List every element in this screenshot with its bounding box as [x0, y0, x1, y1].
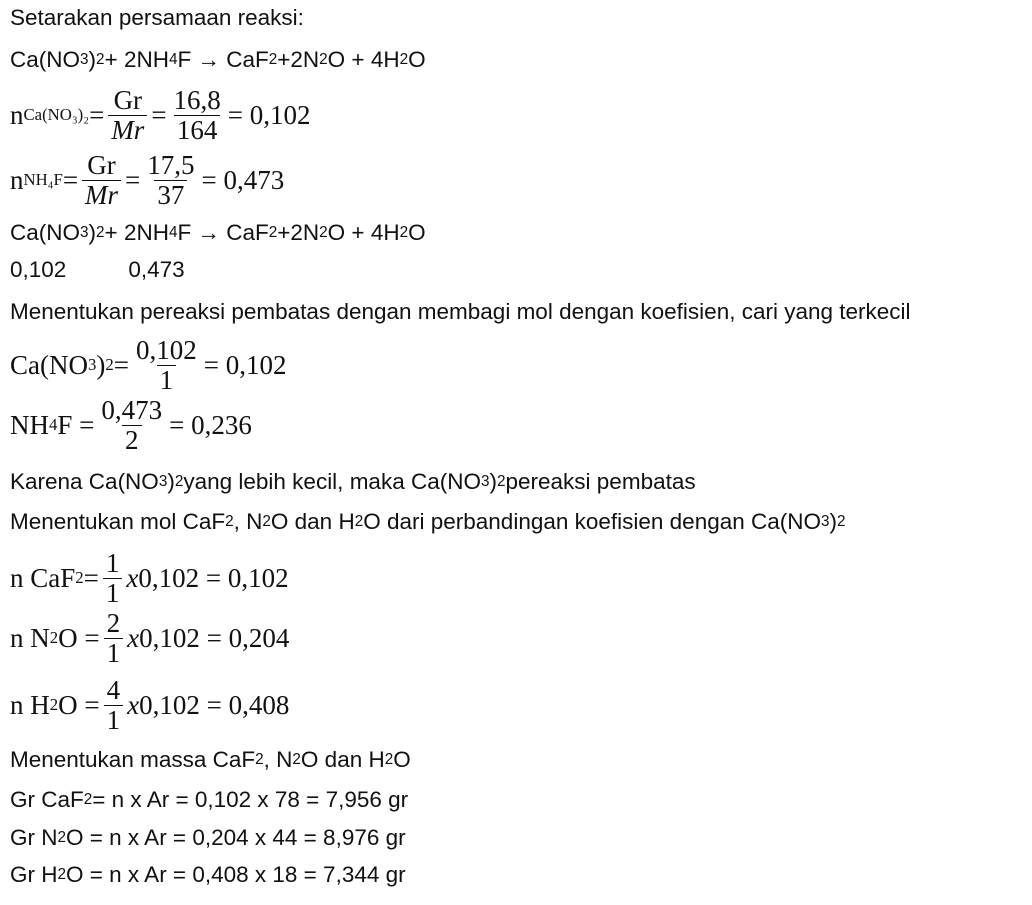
text: Menentukan pereaksi pembatas dengan membagi mol dengan koefisien, cari yang terkecil: [10, 299, 911, 324]
text: F → CaF: [177, 220, 269, 245]
text: + 2NH: [104, 220, 169, 245]
text: O dan H: [300, 747, 385, 772]
denominator: 164: [174, 115, 221, 144]
text: =: [125, 164, 141, 195]
denominator: 1: [104, 705, 124, 734]
text: F =: [57, 409, 95, 440]
text: n H: [10, 689, 50, 720]
text: O + 4H: [327, 220, 400, 245]
fraction: [98, 396, 165, 454]
denominator: Mr: [108, 115, 147, 144]
text: = 0,236: [169, 409, 252, 440]
text: 0,102 = 0,408: [139, 689, 290, 720]
denominator: Mr: [82, 180, 121, 209]
text: n: [10, 164, 24, 195]
mass-calcium-fluoride: Gr CaF 2 = n x Ar = 0,102 x 78 = 7,956 gr: [10, 787, 409, 812]
product-mol-instruction: Menentukan mol CaF 2 , N 2 O dan H 2 O dari perbandingan koefisien dengan Ca(NO 3 ) 2: [10, 509, 846, 534]
text: =: [62, 164, 79, 195]
mol-nitrous-oxide: n N 2 O = $\frac{2}{1}$ x 0,102 = 0,204: [10, 608, 290, 668]
mol-water: n H 2 O = $\frac{4}{1}$ x 0,102 = 0,408: [10, 675, 290, 735]
text: ): [167, 469, 175, 494]
text: Ca(NO: [10, 220, 81, 245]
text: =: [151, 99, 167, 130]
text: =: [89, 99, 105, 130]
numerator: 0,102: [135, 335, 197, 366]
text: yang lebih kecil, maka Ca(NO: [183, 469, 481, 494]
text: Setarakan persamaan reaksi:: [10, 5, 304, 30]
text: O: [408, 220, 426, 245]
denominator: 1: [157, 365, 177, 394]
text: Gr CaF: [10, 787, 84, 812]
limiting-reagent-instruction: [10, 282, 911, 342]
italic-var: x: [127, 689, 140, 720]
text: O = n x Ar = 0,204 x 44 = 8,976 gr: [66, 825, 406, 850]
text: ): [88, 220, 97, 245]
text: , N: [263, 747, 293, 772]
text: pereaksi pembatas: [505, 469, 696, 494]
fraction: [171, 86, 224, 144]
text: O =: [58, 622, 100, 653]
text: Karena Ca(NO: [10, 469, 159, 494]
text: n N: [10, 622, 50, 653]
mol-ammonium-fluoride: n NH₄F = $\frac{Gr}{Mr}$ = $\frac{17,5}{37}$ = 0,473: [10, 150, 285, 210]
numerator: 17,5: [147, 150, 195, 181]
numerator: Gr: [113, 85, 143, 116]
text: O + 4H: [327, 47, 400, 72]
numerator: 0,473: [101, 395, 163, 426]
denominator: 1: [104, 638, 124, 667]
text: +2N: [277, 220, 320, 245]
numerator: 4: [106, 675, 121, 706]
text: = 0,473: [201, 164, 285, 195]
text: 0,102: [10, 257, 67, 282]
text: = n x Ar = 0,102 x 78 = 7,956 gr: [92, 787, 409, 812]
mass-instruction: Menentukan massa CaF 2 , N 2 O dan H 2 O: [10, 747, 411, 772]
numerator: 2: [106, 608, 121, 639]
fraction: [82, 151, 121, 209]
text: Ca(NO: [10, 47, 81, 72]
fraction: [144, 151, 197, 209]
text: ): [489, 469, 497, 494]
reaction-equation-repeat: Ca(NO 3 ) 2 + 2NH 4 F → CaF 2 +2N 2 O + 4H 2 O: [10, 220, 426, 245]
numerator: Gr: [87, 150, 116, 181]
text: ): [829, 509, 838, 534]
text: O dan H: [270, 509, 355, 534]
text: ): [96, 349, 106, 380]
denominator: 37: [154, 180, 187, 209]
fraction: [104, 609, 124, 667]
text: Gr N: [10, 825, 58, 850]
text: n CaF: [10, 562, 76, 593]
text: +2N: [277, 47, 320, 72]
mol-calcium-fluoride: n CaF 2 = $\frac{1}{1}$ x 0,102 = 0,102: [10, 548, 289, 608]
text: = 0,102: [227, 99, 311, 130]
text: Menentukan massa CaF: [10, 747, 256, 772]
fraction: [103, 549, 123, 607]
text: NH: [10, 409, 49, 440]
text: 0,102 = 0,204: [139, 622, 290, 653]
text: O = n x Ar = 0,408 x 18 = 7,344 gr: [66, 862, 406, 887]
text: =: [113, 349, 129, 380]
text: O dari perbandingan koefisien dengan Ca(NO: [363, 509, 822, 534]
text: n: [10, 99, 24, 130]
reaction-equation: Ca(NO 3 ) 2 + 2NH 4 F → CaF 2 +2N 2 O + 4H 2 O: [10, 47, 426, 72]
denominator: 1: [103, 578, 123, 607]
fraction: [108, 86, 147, 144]
limiting-conclusion: Karena Ca(NO 3 ) 2 yang lebih kecil, maka Ca(NO 3 ) 2 pereaksi pembatas: [10, 469, 696, 494]
text: O =: [58, 689, 100, 720]
text: + 2NH: [104, 47, 169, 72]
text: F → CaF: [177, 47, 269, 72]
denominator: 2: [122, 425, 142, 454]
mol-calcium-nitrate: n Ca(NO₃)₂ = $\frac{Gr}{Mr}$ = $\frac{16,8}{164}$ = 0,102: [10, 85, 311, 145]
mass-nitrous-oxide: Gr N 2 O = n x Ar = 0,204 x 44 = 8,976 gr: [10, 825, 406, 850]
text: , N: [233, 509, 263, 534]
text: O: [393, 747, 411, 772]
text: 0,102 = 0,102: [138, 562, 289, 593]
text: ): [88, 47, 97, 72]
numerator: 1: [105, 548, 120, 579]
italic-var: x: [127, 622, 140, 653]
text: 0,473: [128, 257, 185, 282]
ratio-ammonium-fluoride: NH 4 F = $\frac{0,473}{2}$ = 0,236: [10, 395, 252, 455]
text: Ca(NO: [10, 349, 88, 380]
italic-var: x: [126, 562, 139, 593]
mass-water: Gr H 2 O = n x Ar = 0,408 x 18 = 7,344 gr: [10, 862, 406, 887]
fraction: [133, 336, 200, 394]
text: Gr H: [10, 862, 58, 887]
text: Menentukan mol CaF: [10, 509, 226, 534]
text: =: [83, 562, 99, 593]
text: O: [408, 47, 426, 72]
numerator: 16,8: [173, 85, 221, 116]
fraction: [104, 676, 124, 734]
text: = 0,102: [203, 349, 287, 380]
ratio-calcium-nitrate: Ca(NO 3 ) 2 = $\frac{0,102}{1}$ = 0,102: [10, 335, 287, 395]
